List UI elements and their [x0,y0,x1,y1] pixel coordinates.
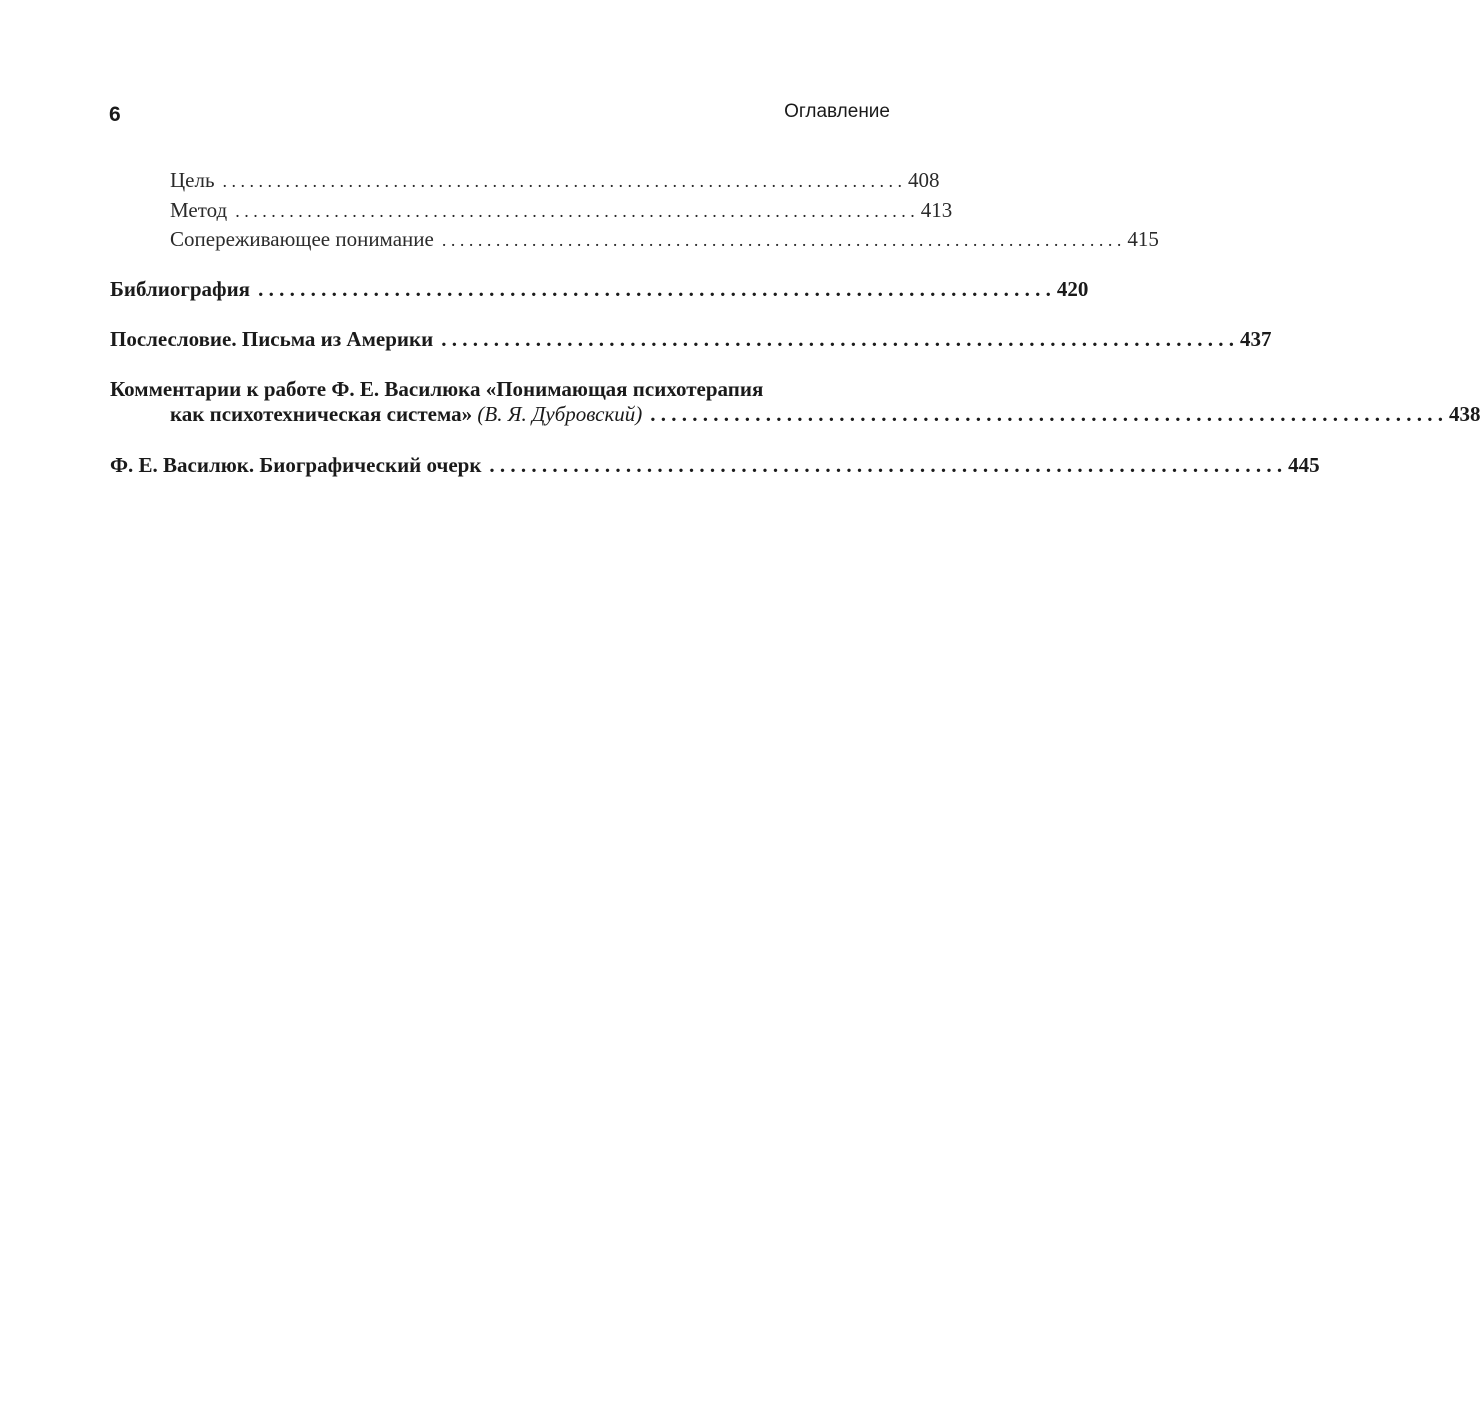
toc-entry-title: Послесловие. Письма из Америки [110,327,434,351]
commentary-title-text: как психотехническая система» [170,402,473,426]
toc-entry-page: 420 [1056,277,1089,301]
toc-entry-page: 445 [1288,453,1320,477]
toc-entry-biography [110,450,1320,480]
commentary-author: (В. Я. Дубровский) [477,402,643,426]
leader-dots: . . . . . . . . . . . . . . . . . . . . . . . . . . . . . . . . . . . . . . . . . . . . . . . . . . . . . . . . . . . . . . . . . . . . . . . . . . . . [650,402,1444,426]
toc-entry-page: 408 [908,168,940,192]
leader-dots: . . . . . . . . . . . . . . . . . . . . . . . . . . . . . . . . . . . . . . . . . . . . . . . . . . . . . . . . . . . . . . . . . . . . . . . . . . . . [441,327,1234,351]
toc-entry-page: 437 [1239,327,1272,351]
toc-entry-page: 438 [1449,402,1481,426]
toc-entry-commentary-line1: Комментарии к работе Ф. Е. Василюка «Понимающая психотерапия [110,377,764,401]
toc-entry-empathic-understanding [170,224,1159,254]
toc-entry-afterword [110,324,1272,354]
leader-dots: . . . . . . . . . . . . . . . . . . . . . . . . . . . . . . . . . . . . . . . . . . . . . . . . . . . . . . . . . . . . . . . . . . . . . . . . . . . . [258,277,1051,301]
toc-entry-title [170,399,642,429]
toc-entry-page: 415 [1127,227,1159,251]
leader-dots: . . . . . . . . . . . . . . . . . . . . . . . . . . . . . . . . . . . . . . . . . . . . . . . . . . . . . . . . . . . . . . . . . . . . . . . . . . . . [441,230,1122,250]
page-number: 6 [109,103,121,126]
leader-dots: . . . . . . . . . . . . . . . . . . . . . . . . . . . . . . . . . . . . . . . . . . . . . . . . . . . . . . . . . . . . . . . . . . . . . . . . . . . . [489,453,1283,477]
toc-entry-title: Ф. Е. Василюк. Биографический очерк [110,453,482,477]
toc-entry-title: Метод [170,198,228,222]
toc-entry-goal [170,165,940,195]
toc-entry-title: Библиография [110,277,251,301]
leader-dots: . . . . . . . . . . . . . . . . . . . . . . . . . . . . . . . . . . . . . . . . . . . . . . . . . . . . . . . . . . . . . . . . . . . . . . . . . . . . [222,171,903,191]
toc-entry-title: Сопереживающее понимание [170,227,434,251]
toc-entry-method [170,195,953,225]
toc-entry-bibliography [110,274,1089,304]
toc-entry-commentary-line2 [170,399,1481,429]
leader-dots: . . . . . . . . . . . . . . . . . . . . . . . . . . . . . . . . . . . . . . . . . . . . . . . . . . . . . . . . . . . . . . . . . . . . . . . . . . . . [235,201,915,221]
toc-entry-page: 413 [920,198,953,222]
toc-entry-title: Цель [170,168,215,192]
running-head: Оглавление [784,101,890,122]
